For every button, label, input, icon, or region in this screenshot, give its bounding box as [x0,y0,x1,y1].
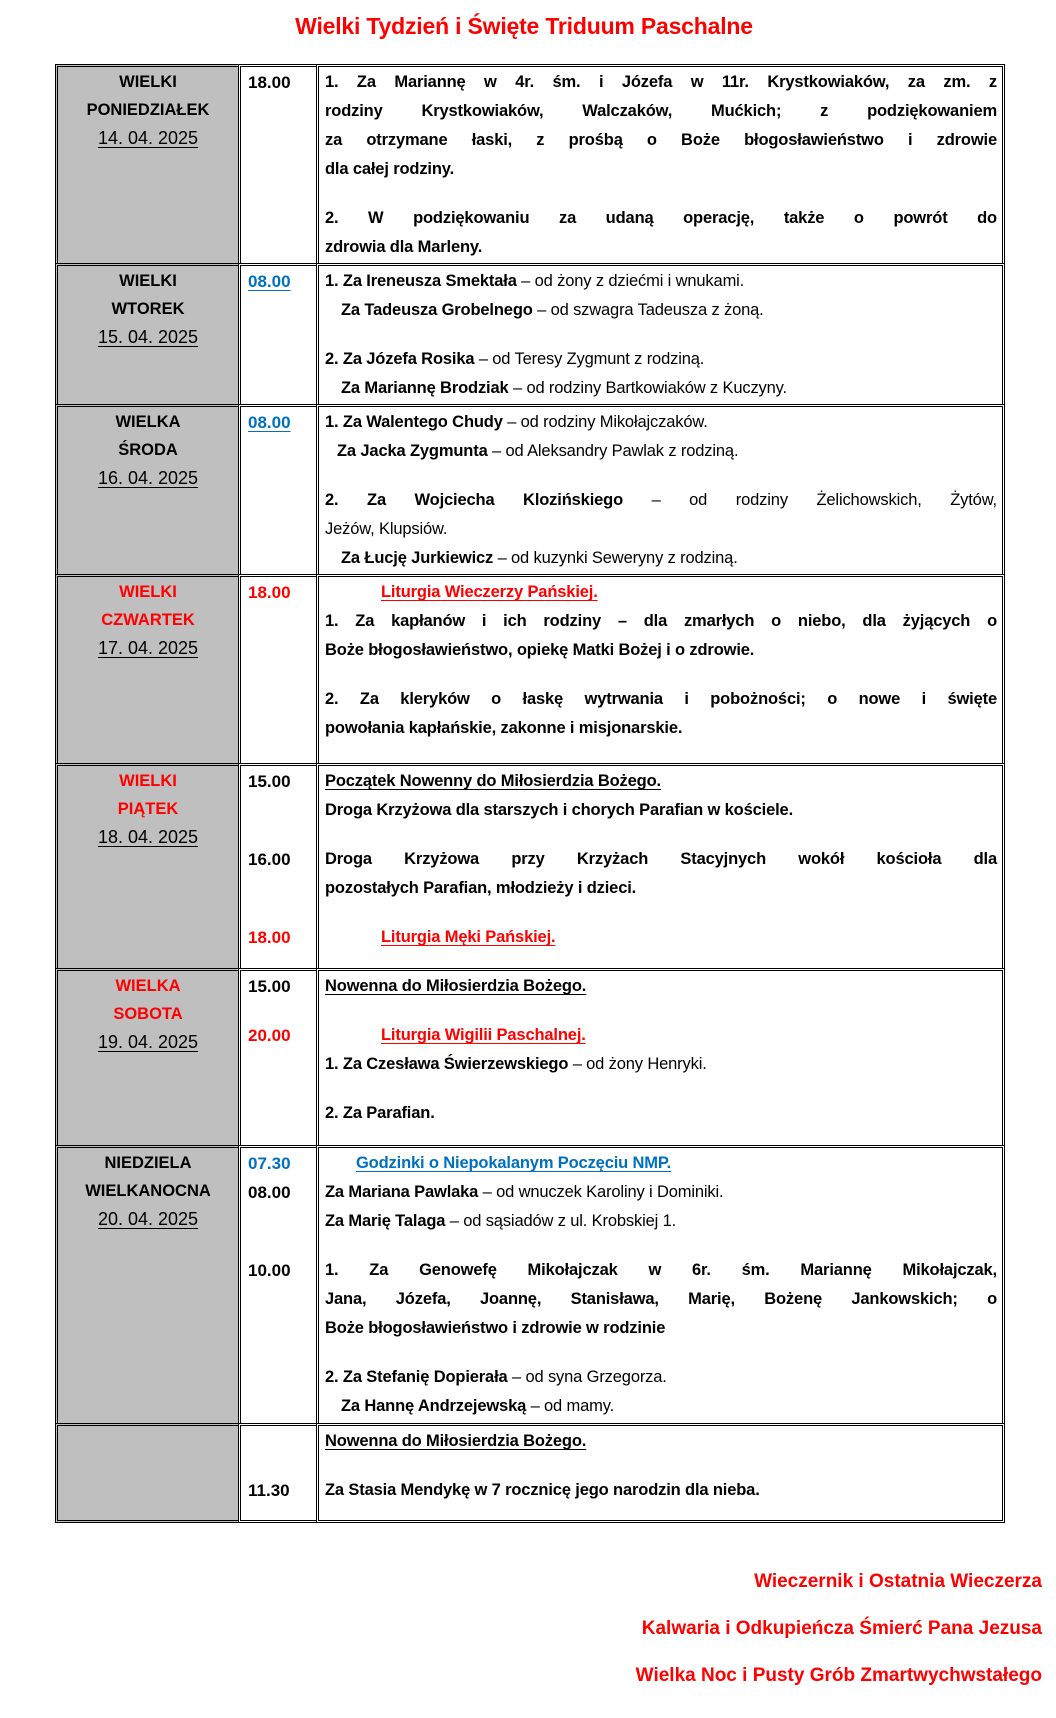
text-segment: – od wnuczek Karoliny i Dominiki. [478,1183,724,1201]
content-cell [316,1145,1005,1426]
day-name-line: WIELKI [119,73,177,91]
intention-line [325,1099,997,1128]
intention-line [325,267,997,296]
intention-line [325,607,997,636]
text-segment: 2. Za kleryków o łaskę wytrwania i pobożności; o nowe i święte [325,690,997,708]
text-segment: Za Hannę Andrzejewską [341,1397,527,1415]
text-segment: Za Łucję Jurkiewicz [341,549,494,567]
intention-line [325,486,997,515]
time-cell [238,968,319,1148]
day-row [55,574,1005,766]
content-cell [316,968,1005,1148]
intention-line [325,345,997,374]
text-segment: Za Tadeusza Grobelnego [341,301,533,319]
text-segment: – od sąsiadów z ul. Krobskiej 1. [445,1212,677,1230]
mass-entry [325,972,997,1001]
day-name-line: WIELKA [115,977,181,995]
intention-line [325,1178,997,1207]
intention-line [325,1314,997,1343]
footer-line: Wielka Noc i Pusty Grób Zmartwychwstałego [635,1665,1042,1686]
intention-line [325,714,997,743]
intention-line [325,437,997,466]
intention-line [325,1149,997,1178]
mass-time: 20.00 [248,1026,291,1045]
day-cell [55,263,241,407]
mass-time: 15.00 [248,977,291,996]
day-date [58,634,238,663]
content-cell [316,404,1005,577]
intention-line [325,1392,997,1421]
intention-line [325,1427,997,1456]
footer-themes [636,1558,1042,1699]
text-segment: 2. Za Józefa Rosika [325,350,475,368]
text-segment: 1. Za Genowefę Mikołajczak w 6r. śm. Mariannę Mikołajczak, [325,1261,997,1279]
footer-line: Kalwaria i Odkupieńcza Śmierć Pana Jezusa [641,1618,1042,1639]
date-text: 15. 04. 2025 [97,327,199,347]
day-row [55,64,1005,266]
text-segment: rodziny Krystkowiaków, Walczaków, Mućkich; z podziękowaniem [325,102,997,120]
day-name-line: WIELKI [119,583,177,601]
day-name-line: WIELKA [115,413,181,431]
text-segment: Jana, Józefa, Joannę, Stanisława, Marię, Bożenę Jankowskich; o [325,1290,997,1308]
day-row [55,404,1005,577]
day-date [58,823,238,852]
date-text: 19. 04. 2025 [97,1032,199,1052]
text-segment: zdrowia dla Marleny. [325,238,483,256]
intention-line [325,126,997,155]
intention-line [325,408,997,437]
intention-line [325,374,997,403]
intention-line [325,972,997,1001]
text-segment: 1. Za kapłanów i ich rodziny – dla zmarłych o niebo, dla żyjących o [325,612,997,630]
day-name-line: PIĄTEK [117,800,179,818]
mass-time: 08.00 [248,1183,291,1202]
content-cell [316,1423,1005,1523]
mass-entry [325,1256,997,1421]
mass-time: 18.00 [248,583,291,602]
content-cell [316,763,1005,971]
text-segment: Nowenna do Miłosierdzia Bożego. [325,977,587,995]
intention-line [325,97,997,126]
day-date [58,323,238,352]
text-segment: – od Aleksandry Pawlak z rodziną. [487,442,739,460]
content-cell [316,574,1005,766]
time-cell [238,574,319,766]
intention-line [325,1256,997,1285]
intention-line [325,767,997,796]
mass-entry [325,578,997,743]
day-name-line: WTOREK [111,300,185,318]
text-segment: – od rodziny Bartkowiaków z Kuczyny. [508,379,787,397]
schedule-table [55,64,1005,1523]
mass-time: 08.00 [248,272,291,291]
day-name-line: WIELKI [119,772,177,790]
content-cell [316,263,1005,407]
text-segment: – od rodziny Żelichowskich, Żytów, [623,491,997,509]
text-segment: Początek Nowenny do Miłosierdzia Bożego. [325,772,661,790]
text-segment: Za Mariana Pawlaka [325,1183,479,1201]
intention-line [325,923,997,952]
date-text: 20. 04. 2025 [97,1209,199,1229]
text-segment: Godzinki o Niepokalanym Poczęciu NMP. [356,1154,672,1172]
footer-line: Wieczernik i Ostatnia Wieczerza [754,1571,1042,1592]
text-segment: powołania kapłańskie, zakonne i misjonarskie. [325,719,683,737]
time-cell [238,763,319,971]
mass-time: 16.00 [248,850,291,869]
intention-line [325,1207,997,1236]
mass-entry [325,267,997,403]
mass-entry [325,767,997,825]
text-segment: Za Stasia Mendykę w 7 rocznicę jego narodzin dla nieba. [325,1481,760,1499]
mass-entry [325,1021,997,1128]
day-row [55,1145,1005,1426]
day-cell [55,64,241,266]
page-title: Wielki Tydzień i Święte Triduum Paschalne [295,13,753,39]
intention-line [325,796,997,825]
text-segment: – od żony z dziećmi i wnukami. [516,272,745,290]
text-segment: Liturgia Wieczerzy Pańskiej. [381,583,598,601]
text-segment: Za Jacka Zygmunta [337,442,488,460]
text-segment: Boże błogosławieństwo i zdrowie w rodzinie [325,1319,666,1337]
intention-line [325,296,997,325]
intention-line [325,1285,997,1314]
mass-entry [325,923,997,952]
intention-line [325,1050,997,1079]
mass-time: 11.30 [248,1481,290,1500]
date-text: 18. 04. 2025 [97,827,199,847]
text-segment: – od mamy. [526,1397,615,1415]
text-segment: – od kuzynki Seweryny z rodziną. [493,549,738,567]
text-segment: 1. Za Walentego Chudy [325,413,503,431]
mass-entry [325,1178,997,1236]
mass-entry [325,1476,997,1505]
day-name-line: SOBOTA [113,1005,183,1023]
text-segment: – od Teresy Zygmunt z rodziną. [474,350,705,368]
mass-entry [325,68,997,262]
day-row [55,968,1005,1148]
text-segment: Droga Krzyżowa przy Krzyżach Stacyjnych wokół kościoła dla [325,850,997,868]
text-segment: Liturgia Wigilii Paschalnej. [381,1026,586,1044]
text-segment: za otrzymane łaski, z prośbą o Boże błogosławieństwo i zdrowie [325,131,997,149]
text-segment: – od syna Grzegorza. [507,1368,667,1386]
intention-line [325,1476,997,1505]
text-segment: Za Marię Talaga [325,1212,446,1230]
intention-line [325,578,997,607]
intention-line [325,1021,997,1050]
text-segment: dla całej rodziny. [325,160,455,178]
day-name-line: PONIEDZIAŁEK [86,101,210,119]
intention-line [325,845,997,874]
text-segment: Nowenna do Miłosierdzia Bożego. [325,1432,587,1450]
intention-line [325,685,997,714]
content-cell [316,64,1005,266]
text-segment: 1. Za Czesława Świerzewskiego [325,1055,569,1073]
intention-line [325,636,997,665]
mass-entry [325,408,997,573]
day-name-line: ŚRODA [118,441,178,459]
date-text: 14. 04. 2025 [97,128,199,148]
mass-entry [325,1149,997,1178]
date-text: 16. 04. 2025 [97,468,199,488]
text-segment: 2. Za Wojciecha Klozińskiego [325,491,624,509]
text-segment: 2. Za Stefanię Dopierała [325,1368,508,1386]
mass-time: 15.00 [248,772,291,791]
time-cell [238,64,319,266]
day-date [58,464,238,493]
day-row [55,1423,1005,1523]
day-cell [55,763,241,971]
intention-line [325,155,997,184]
text-segment: 2. W podziękowaniu za udaną operację, także o powrót do [325,209,997,227]
day-row [55,763,1005,971]
text-segment: Droga Krzyżowa dla starszych i chorych Parafian w kościele. [325,801,793,819]
text-segment: – od żony Henryki. [568,1055,707,1073]
day-date [58,124,238,153]
text-segment: 1. Za Ireneusza Smektała [325,272,517,290]
mass-time: 10.00 [248,1261,291,1280]
time-cell [238,1423,319,1523]
mass-entry [325,845,997,903]
text-segment: – od szwagra Tadeusza z żoną. [532,301,764,319]
intention-line [325,233,997,262]
day-name-line: WIELKI [119,272,177,290]
day-date [58,1205,238,1234]
day-cell [55,1423,241,1523]
intention-line [325,515,997,544]
mass-time: 07.30 [248,1154,291,1173]
time-cell [238,263,319,407]
day-row [55,263,1005,407]
mass-entry [325,1427,997,1456]
text-segment: Liturgia Męki Pańskiej. [381,928,556,946]
text-segment: 1. Za Mariannę w 4r. śm. i Józefa w 11r. Krystkowiaków, za zm. z [325,73,997,91]
intention-line [325,874,997,903]
day-cell [55,968,241,1148]
intention-line [325,544,997,573]
intention-line [325,1363,997,1392]
mass-time: 18.00 [248,928,291,947]
day-date [58,1028,238,1057]
day-name-line: WIELKANOCNA [85,1182,211,1200]
mass-time: 18.00 [248,73,291,92]
day-cell [55,404,241,577]
intention-line [325,204,997,233]
text-segment: Boże błogosławieństwo, opiekę Matki Bożej i o zdrowie. [325,641,755,659]
text-segment: Za Mariannę Brodziak [341,379,509,397]
day-name-line: CZWARTEK [101,611,195,629]
time-cell [238,1145,319,1426]
day-cell [55,574,241,766]
day-name-line: NIEDZIELA [104,1154,192,1172]
text-segment: Jeżów, Klupsiów. [325,520,448,538]
text-segment: 2. Za Parafian. [325,1104,435,1122]
intention-line [325,68,997,97]
date-text: 17. 04. 2025 [97,638,199,658]
mass-time: 08.00 [248,413,291,432]
text-segment: – od rodziny Mikołajczaków. [502,413,708,431]
time-cell [238,404,319,577]
day-cell [55,1145,241,1426]
text-segment: pozostałych Parafian, młodzieży i dzieci. [325,879,637,897]
